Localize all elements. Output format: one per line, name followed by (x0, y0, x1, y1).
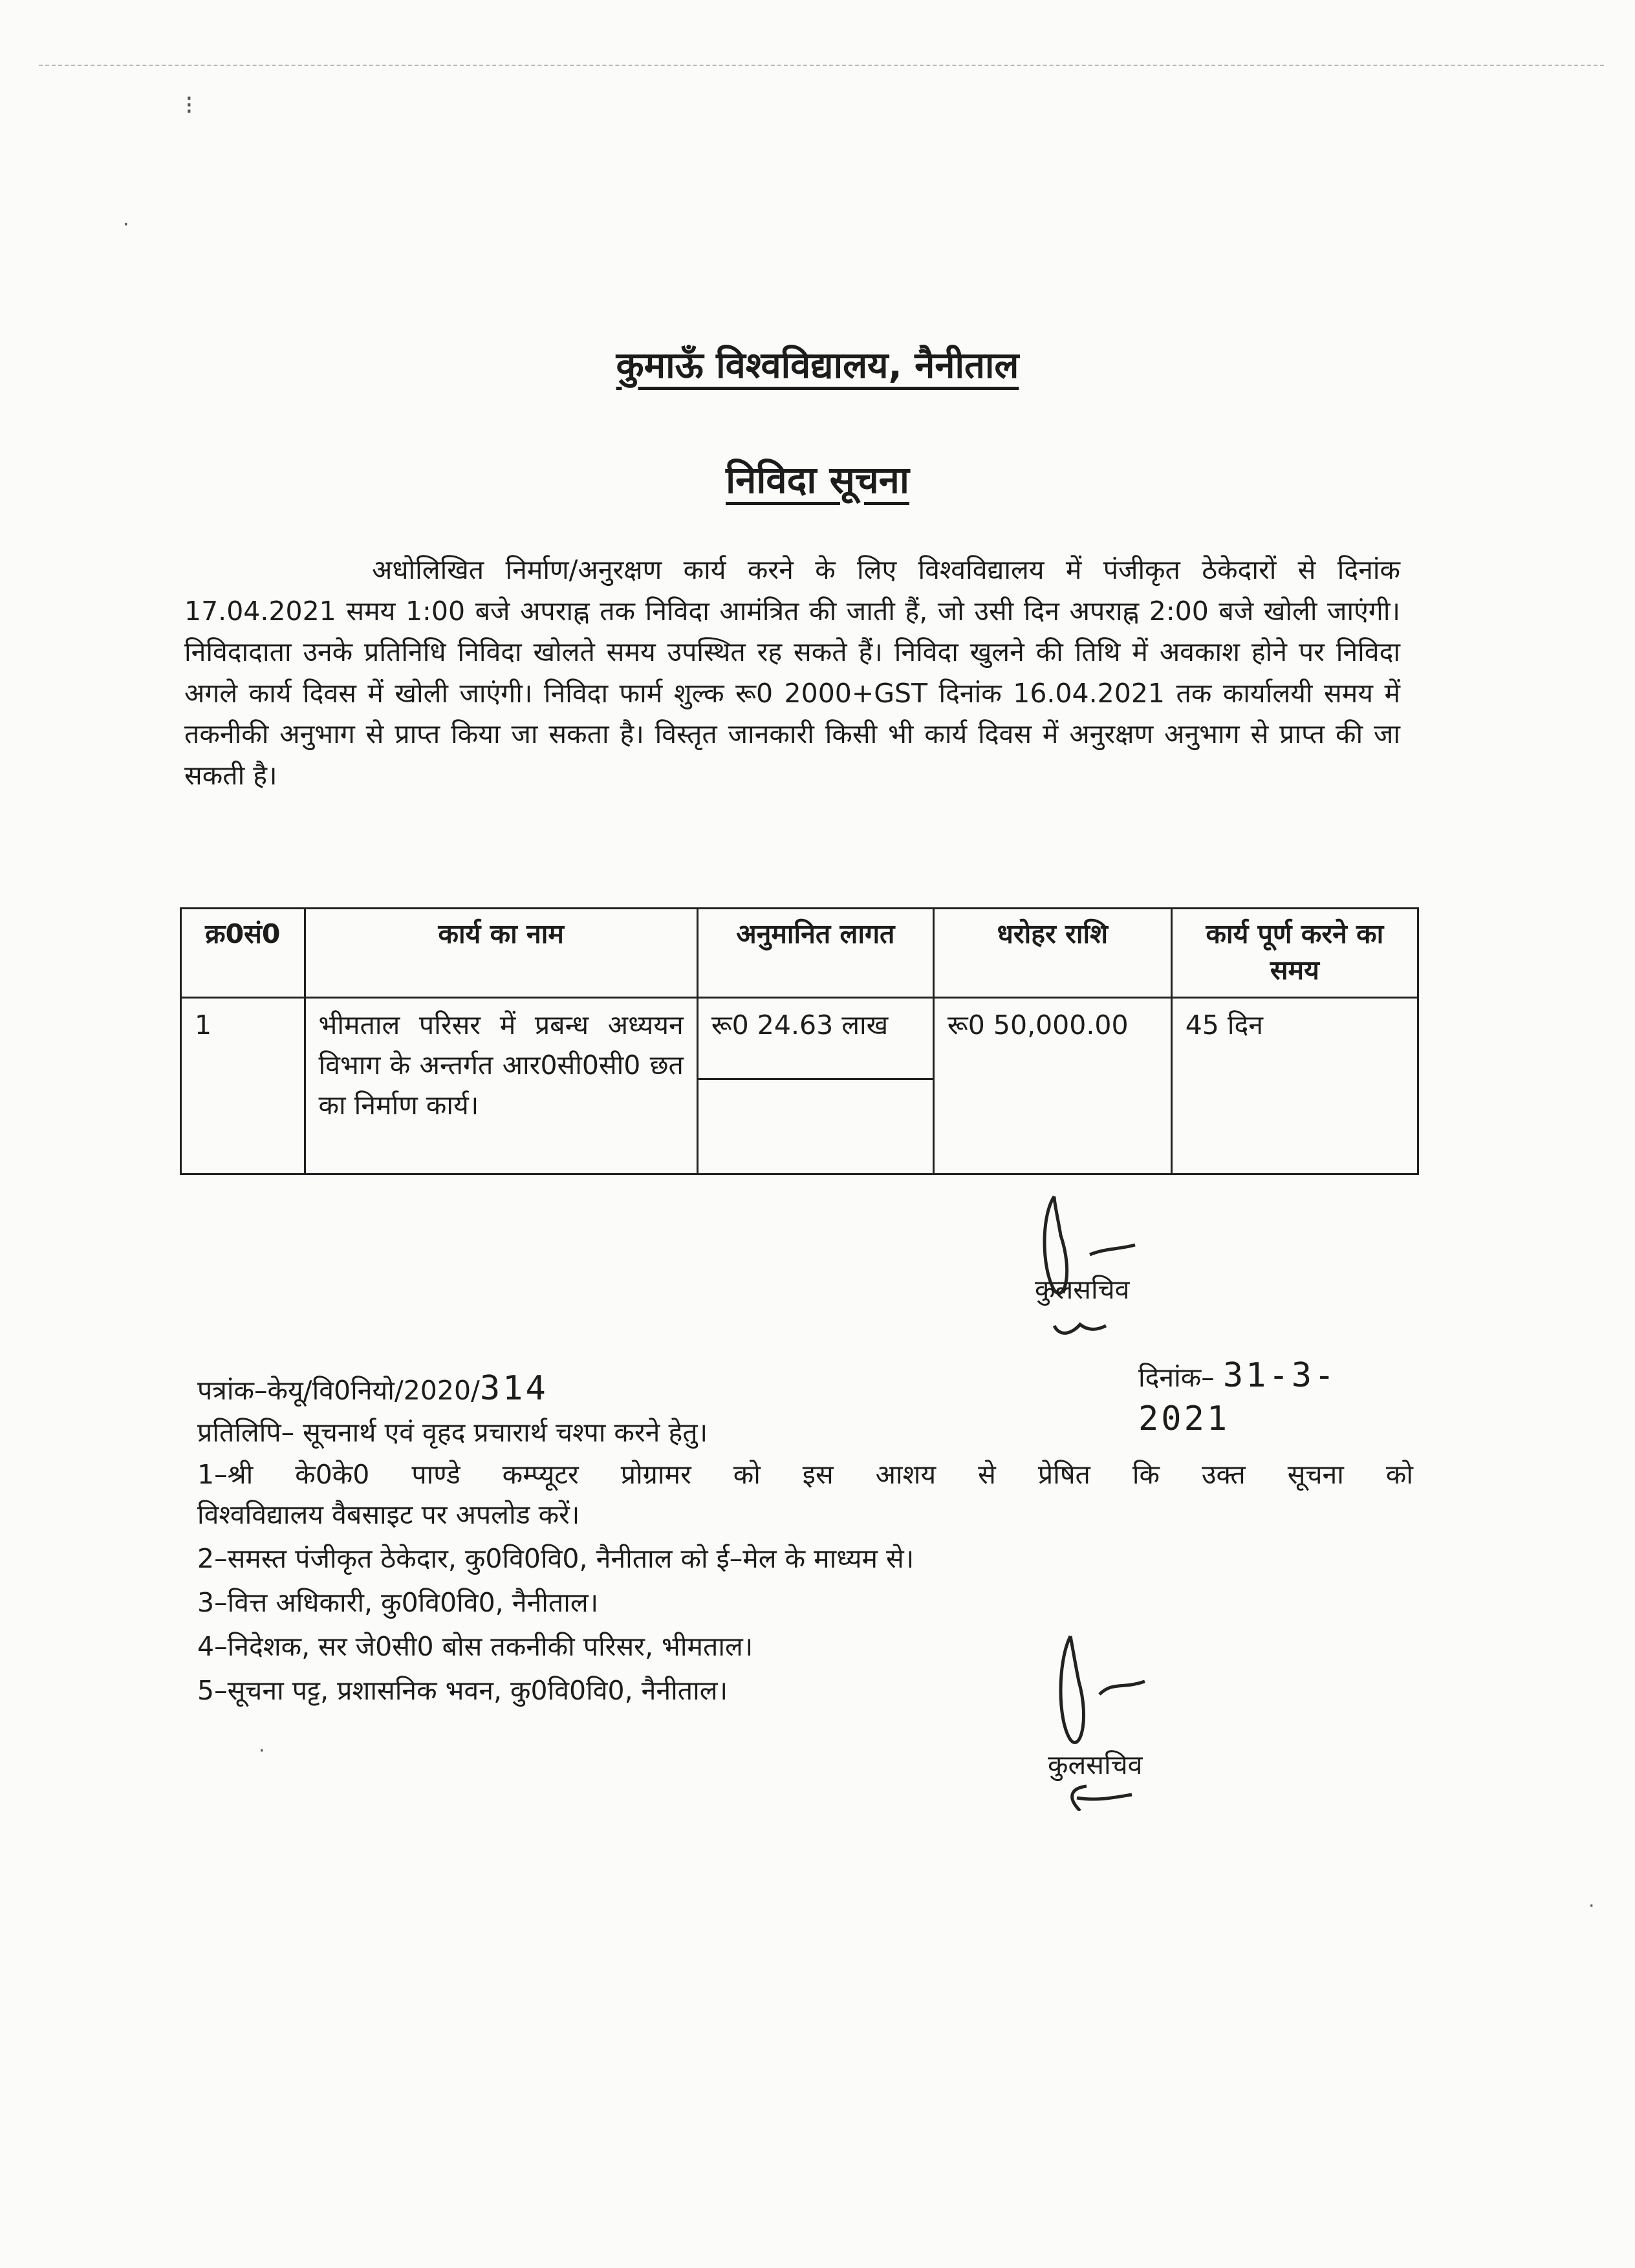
handwritten-date: 31-3-2021 (1138, 1356, 1337, 1438)
copy-list-item: विश्वविद्यालय वैबसाइट पर अपलोड करें। (197, 1499, 580, 1530)
notice-paragraph: अधोलिखित निर्माण/अनुरक्षण कार्य करने के लिए विश्वविद्यालय में पंजीकृत ठेकेदारों से दिनांक 17.04.2021 समय 1:00 बजे अपराह्न तक निविदा आमंत्रित की जाती हैं, जो उसी दिन अपराह्न 2:00 बजे खोली जाएंगी। निविदादाता उनके प्रतिनिधि निविदा खोलते समय उपस्थित रह सकते हैं। निविदा खुलने की तिथि में अवकाश होने पर निविदा अगले कार्य दिवस में खोली जाएंगी। निविदा फार्म शुल्क रू0 2000+GST दिनांक 16.04.2021 तक कार्यालयी समय में तकनीकी अनुभाग से प्राप्त किया जा सकता है। विस्तृत जानकारी किसी भी कार्य दिवस में अनुरक्षण अनुभाग से प्राप्त की जा सकती है। (184, 554, 1400, 791)
cell-work: भीमताल परिसर में प्रबन्ध अध्ययन विभाग के अन्तर्गत आर0सी0सी0 छत का निर्माण कार्य। (305, 998, 697, 1174)
copy-list-item: 2–समस्त पंजीकृत ठेकेदार, कु0वि0वि0, नैनीताल को ई–मेल के माध्यम से। (197, 1543, 915, 1574)
cost-value: रू0 24.63 लाख (698, 999, 933, 1080)
page-top-border (39, 65, 1604, 66)
university-heading: कुमाऊँ विश्वविद्यालय, नैनीताल (616, 345, 1019, 387)
tender-table (180, 907, 1419, 1175)
header-sno: क्र0सं0 (181, 909, 305, 998)
signatory-title-1: कुलसचिव (1035, 1274, 1130, 1305)
cell-deposit: रू0 50,000.00 (933, 998, 1171, 1174)
scan-mark: · (1588, 1895, 1595, 1917)
scan-mark: · (259, 1740, 265, 1762)
copy-to-heading: प्रतिलिपि– सूचनार्थ एवं वृहद प्रचारार्थ चश्पा करने हेतु। (197, 1417, 708, 1448)
reference-number: पत्रांक–केयू/वि0नियो/2020/ (197, 1375, 480, 1406)
header-earnest-money: धरोहर राशि (933, 909, 1171, 998)
signature-1 (1028, 1177, 1158, 1345)
signatory-title-2: कुलसचिव (1048, 1749, 1143, 1780)
table-row (181, 998, 1418, 1174)
notice-title: निविदा सूचना (726, 458, 909, 502)
table-header-row (181, 909, 1418, 998)
header-work-name: कार्य का नाम (305, 909, 697, 998)
copy-list-item: 3–वित्त अधिकारी, कु0वि0वि0, नैनीताल। (197, 1587, 599, 1618)
date-label: दिनांक– (1138, 1362, 1215, 1393)
copy-list-item: 1–श्री के0के0 पाण्डे कम्प्यूटर प्रोग्रामर को इस आशय से प्रेषित कि उक्त सूचना को (197, 1459, 1413, 1490)
cell-duration: 45 दिन (1171, 998, 1418, 1174)
handwritten-ref: 314 (479, 1369, 548, 1408)
copy-list-item: 4–निदेशक, सर जे0सी0 बोस तकनीकी परिसर, भीमताल। (197, 1631, 753, 1662)
scan-mark: · (123, 213, 129, 236)
copy-list-item: 5–सूचना पट्ट, प्रशासनिक भवन, कु0वि0वि0, नैनीताल। (197, 1675, 728, 1706)
scan-mark: ⁝ (185, 91, 193, 120)
cell-sno: 1 (181, 998, 305, 1174)
cell-cost (697, 998, 933, 1174)
header-estimated-cost: अनुमानित लागत (697, 909, 933, 998)
header-completion-time: कार्य पूर्ण करने का समय (1171, 909, 1418, 998)
